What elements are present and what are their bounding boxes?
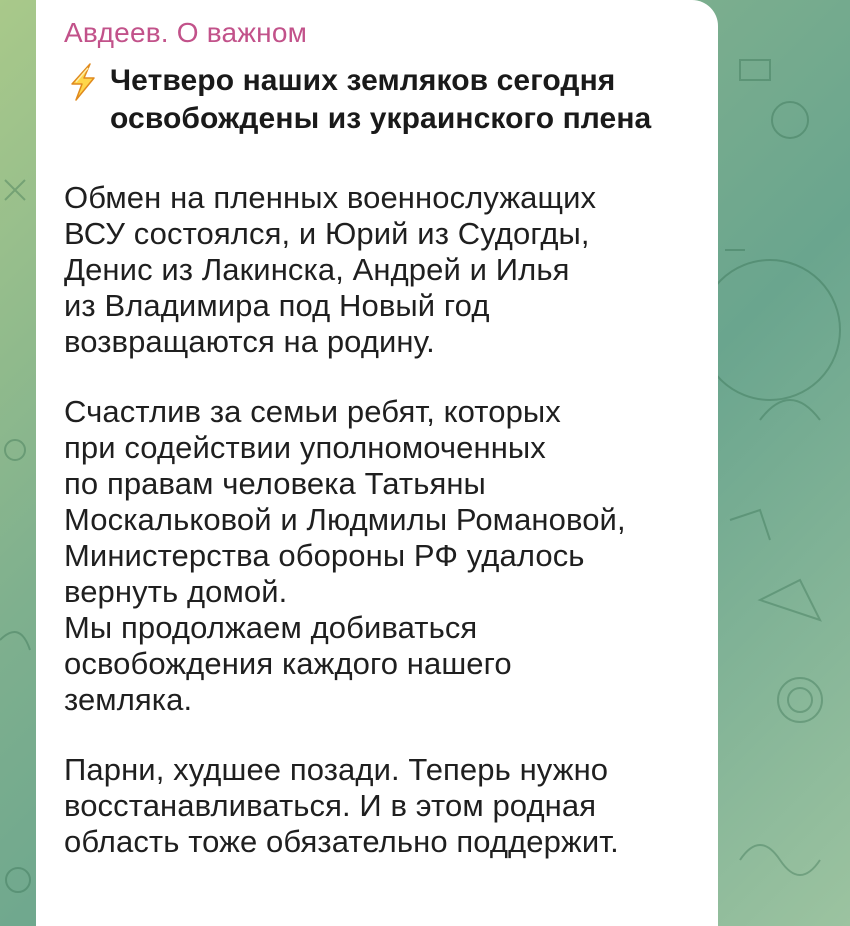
message-paragraph: Парни, худшее позади. Теперь нужно восстанавливаться. И в этом родная область тоже обязательно поддержит. <box>64 752 619 859</box>
message-bubble[interactable] <box>36 0 718 926</box>
lightning-icon <box>64 62 102 102</box>
message-headline <box>64 62 702 138</box>
message-paragraph: Обмен на пленных военнослужащих ВСУ состоялся, и Юрий из Судогды, Денис из Лакинска, Андрей и Илья из Владимира под Новый год возвращаются на родину. <box>64 180 597 359</box>
message-paragraph: Счастлив за семьи ребят, которых при содействии уполномоченных по правам человека Татьяны Москальковой и Людмилы Романовой, Министерства обороны РФ удалось вернуть домой. Мы продолжаем добиваться освобождения каждого нашего земляка. <box>64 394 626 717</box>
channel-name[interactable]: Авдеев. О важном <box>64 17 308 48</box>
headline-text: Четверо наших земляков сегодня освобождены из украинского плена <box>110 64 652 135</box>
